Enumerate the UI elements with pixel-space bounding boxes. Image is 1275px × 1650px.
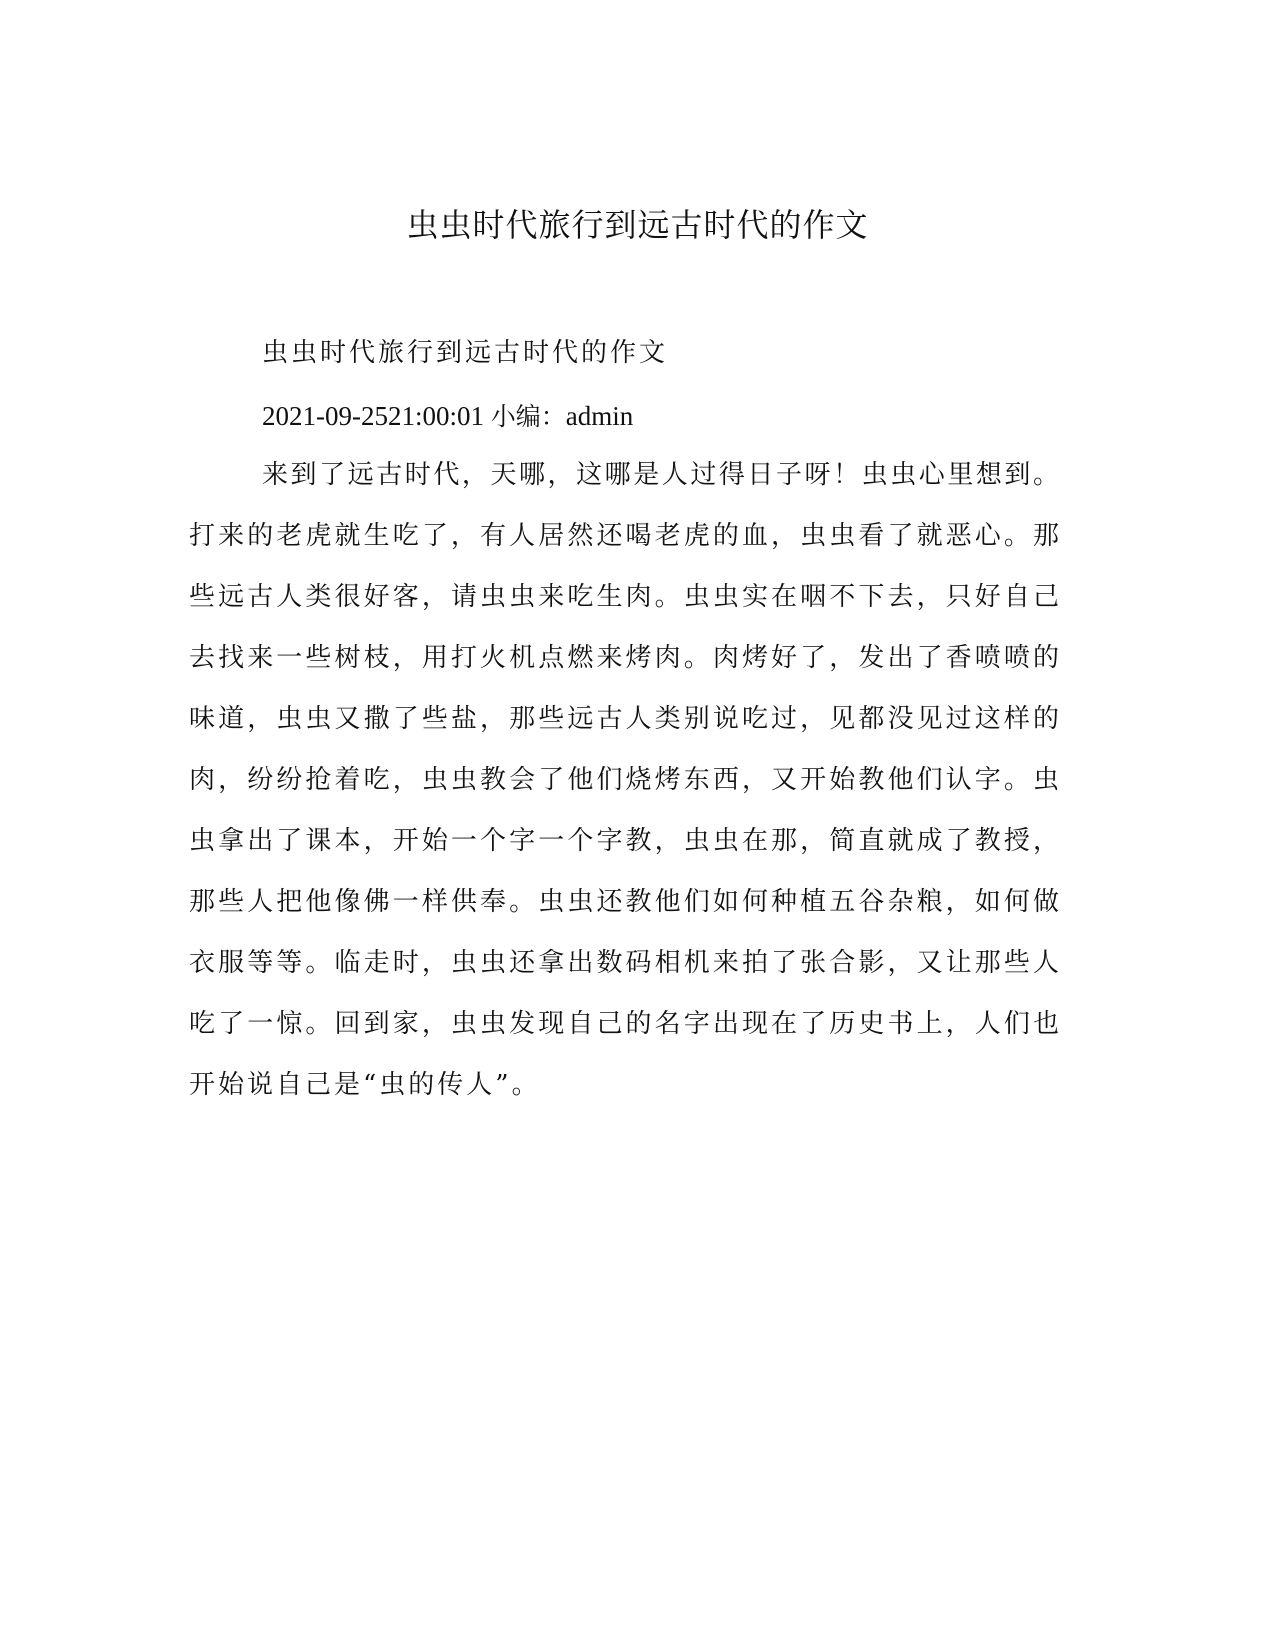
body-line: 那些人把他像佛一样供奉。虫虫还教他们如何种植五谷杂粮，如何做: [189, 887, 1059, 917]
editor-name: admin: [565, 401, 634, 431]
body-line: 来到了远古时代，天哪，这哪是人过得日子呀！虫虫心里想到。: [262, 460, 1059, 490]
body-line: 肉，纷纷抢着吃，虫虫教会了他们烧烤东西，又开始教他们认字。虫: [189, 765, 1059, 795]
body-line: 虫拿出了课本，开始一个字一个字教，虫虫在那，简直就成了教授，: [189, 826, 1059, 856]
body-line: 味道，虫虫又撒了些盐，那些远古人类别说吃过，见都没见过这样的: [189, 704, 1059, 734]
body-line: 开始说自己是“虫的传人”。: [189, 1070, 541, 1100]
body-line: 衣服等等。临走时，虫虫还拿出数码相机来拍了张合影，又让那些人: [189, 948, 1059, 978]
body-line: 去找来一些树枝，用打火机点燃来烤肉。肉烤好了，发出了香喷喷的: [189, 643, 1059, 673]
body-line: 吃了一惊。回到家，虫虫发现自己的名字出现在了历史书上，人们也: [189, 1009, 1059, 1039]
body-line: 些远古人类很好客，请虫虫来吃生肉。虫虫实在咽不下去，只好自己: [189, 582, 1059, 612]
editor-label: 小编：: [490, 402, 566, 431]
publish-date: 2021-09-2521:00:01: [262, 401, 484, 431]
article-subtitle: 虫虫时代旅行到远古时代的作文: [262, 338, 669, 368]
document-title: 虫虫时代旅行到远古时代的作文: [406, 206, 869, 244]
body-line: 打来的老虎就生吃了，有人居然还喝老虎的血，虫虫看了就恶心。那: [189, 521, 1059, 551]
article-body: [189, 457, 1059, 1128]
article-meta: [262, 398, 633, 435]
